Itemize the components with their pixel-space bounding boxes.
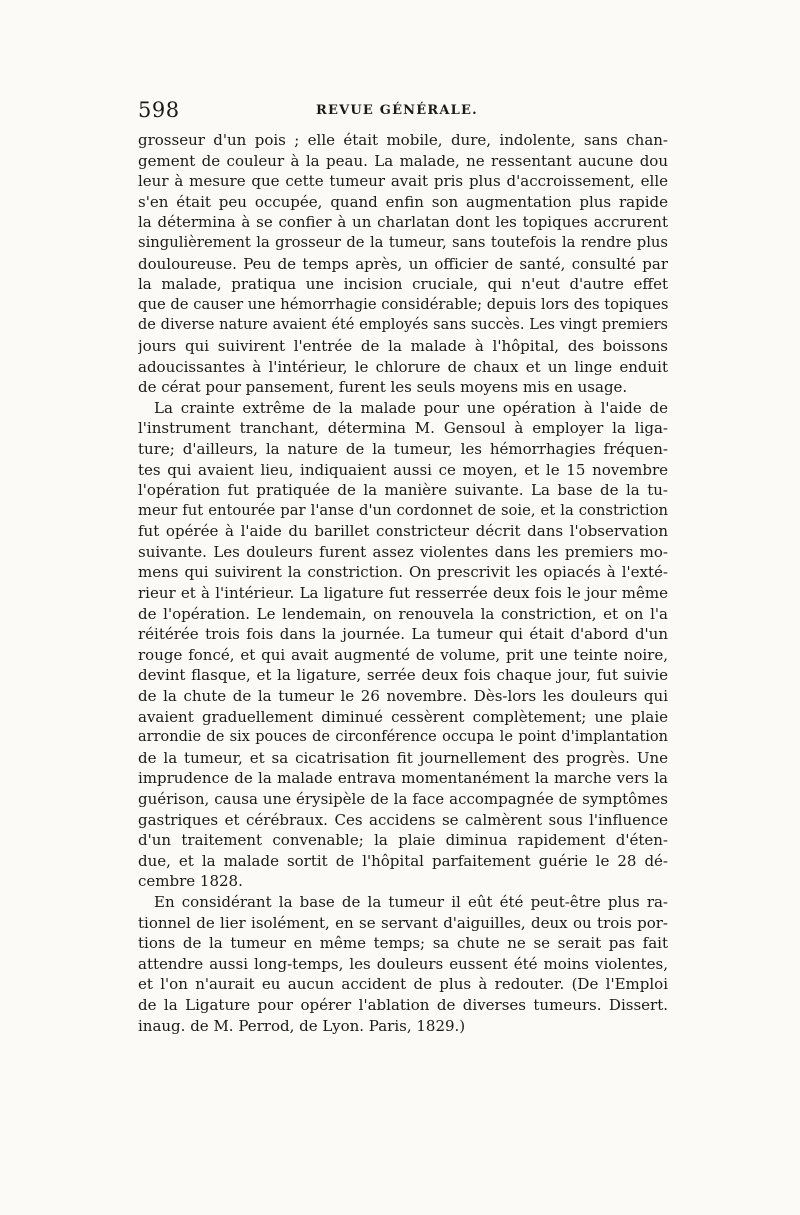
text-line: que de causer une hémorrhagie considérable; depuis lors des topiques (138, 295, 668, 313)
text-line: et l'on n'aurait eu aucun accident de plus à redouter. (De l'Emploi (138, 975, 668, 994)
text-line: l'opération fut pratiquée de la manière suivante. La base de la tu- (138, 481, 668, 500)
text-line: imprudence de la malade entrava momentanément la marche vers la (138, 769, 668, 788)
text-line: douloureuse. Peu de temps après, un officier de santé, consulté par (138, 254, 668, 273)
text-line: adoucissantes à l'intérieur, le chlorure de chaux et un linge enduit (138, 357, 668, 376)
text-line: tes qui avaient lieu, indiquaient aussi ce moyen, et le 15 novembre (138, 460, 668, 479)
text-line: de la chute de la tumeur le 26 novembre. Dès-lors les douleurs qui (138, 687, 668, 706)
text-line: gastriques et cérébraux. Ces accidens se calmèrent sous l'influence (138, 810, 668, 829)
text-line: singulièrement la grosseur de la tumeur, sans toutefois la rendre plus (138, 233, 668, 251)
paragraph (138, 398, 668, 892)
text-line: de diverse nature avaient été employés sans succès. Les vingt premiers (138, 317, 668, 334)
text-line: tionnel de lier isolément, en se servant d'aiguilles, deux ou trois por- (138, 913, 668, 932)
text-line: inaug. de M. Perrod, de Lyon. Paris, 1829.) (138, 1016, 466, 1035)
text-line: suivante. Les douleurs furent assez violentes dans les premiers mo- (138, 542, 668, 561)
text-line: de la Ligature pour opérer l'ablation de diverses tumeurs. Dissert. (138, 995, 668, 1014)
text-line: s'en était peu occupée, quand enfin son augmentation plus rapide (138, 192, 668, 211)
text-line: meur fut entourée par l'anse d'un cordonnet de soie, et la constriction (138, 501, 668, 519)
text-line: fut opérée à l'aide du barillet constricteur décrit dans l'observation (138, 522, 668, 541)
text-line: avaient graduellement diminué cessèrent complètement; une plaie (138, 707, 668, 726)
text-line: attendre aussi long-temps, les douleurs eussent été moins violentes, (138, 954, 668, 973)
paragraph (138, 892, 668, 1036)
text-line: la détermina à se confier à un charlatan dont les topiques accrurent (138, 213, 668, 232)
body-text (138, 130, 668, 1036)
paragraph (138, 130, 668, 398)
text-line: mens qui suivirent la constriction. On prescrivit les opiacés à l'exté- (138, 563, 668, 582)
page-number: 598 (138, 98, 180, 122)
text-line: arrondie de six pouces de circonférence occupa le point d'implantation (138, 729, 668, 746)
text-line: jours qui suivirent l'entrée de la malade à l'hôpital, des boissons (138, 336, 668, 355)
text-line: La crainte extrême de la malade pour une opération à l'aide de (154, 398, 668, 417)
text-line: tions de la tumeur en même temps; sa chute ne se serait pas fait (138, 934, 668, 953)
text-line: réitérée trois fois dans la journée. La tumeur qui était d'abord d'un (138, 625, 668, 644)
text-line: rieur et à l'intérieur. La ligature fut resserrée deux fois le jour même (138, 584, 668, 603)
text-line: d'un traitement convenable; la plaie diminua rapidement d'éten- (138, 831, 668, 850)
text-line: l'instrument tranchant, détermina M. Gensoul à employer la liga- (138, 419, 668, 438)
text-line: de cérat pour pansement, furent les seuls moyens mis en usage. (138, 378, 628, 397)
text-line: ture; d'ailleurs, la nature de la tumeur, les hémorrhagies fréquen- (138, 439, 668, 458)
text-line: En considérant la base de la tumeur il eût été peut-être plus ra- (154, 892, 668, 911)
running-head: REVUE GÉNÉRALE. (316, 103, 478, 118)
text-line: grosseur d'un pois ; elle était mobile, dure, indolente, sans chan- (138, 131, 668, 149)
text-line: rouge foncé, et qui avait augmenté de volume, prit une teinte noire, (138, 645, 668, 664)
text-line: de l'opération. Le lendemain, on renouvela la constriction, et on l'a (138, 604, 668, 623)
text-line: la malade, pratiqua une incision cruciale, qui n'eut d'autre effet (138, 275, 668, 294)
text-line: devint flasque, et la ligature, serrée deux fois chaque jour, fut suivie (138, 666, 668, 685)
page-header (138, 98, 668, 124)
text-line: guérison, causa une érysipèle de la face accompagnée de symptômes (138, 790, 668, 808)
text-line: gement de couleur à la peau. La malade, ne ressentant aucune dou (138, 151, 668, 170)
text-line: cembre 1828. (138, 872, 243, 891)
text-line: due, et la malade sortit de l'hôpital parfaitement guérie le 28 dé- (138, 851, 668, 870)
text-line: leur à mesure que cette tumeur avait pris plus d'accroissement, elle (138, 172, 668, 191)
text-line: de la tumeur, et sa cicatrisation fit journellement des progrès. Une (138, 748, 668, 767)
